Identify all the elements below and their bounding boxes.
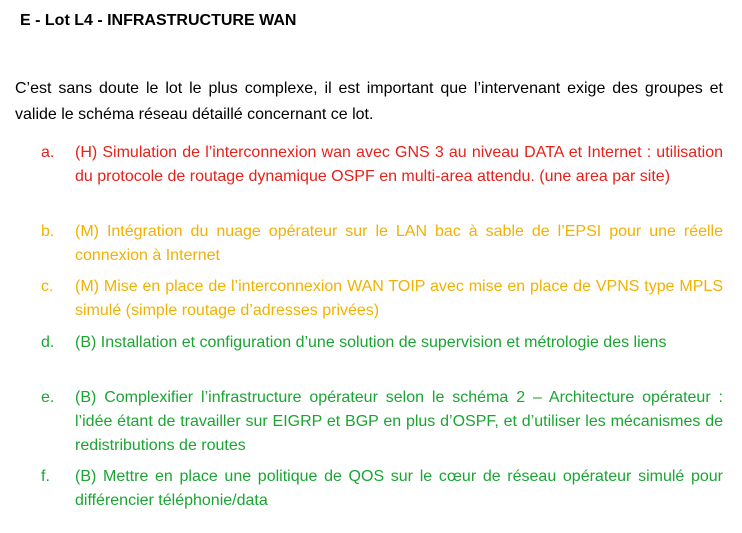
list-item-text: (H) Simulation de l’interconnexion wan avec GNS 3 au niveau DATA et Internet : utilisation du protocole de routage dynamique OSPF en multi-area attendu. (une area par site): [75, 144, 723, 185]
intro-paragraph: C’est sans doute le lot le plus complexe, il est important que l’intervenant exige des groupes et valide le schéma réseau détaillé concernant ce lot.: [15, 80, 723, 123]
list-item-text: (B) Installation et configuration d’une solution de supervision et métrologie des liens: [75, 334, 667, 351]
list-item-text: (M) Mise en place de l’interconnexion WAN TOIP avec mise en place de VPNS type MPLS simulé (simple routage d’adresses privées): [75, 278, 723, 319]
list-marker: d.: [41, 334, 55, 351]
list-item-text: (B) Mettre en place une politique de QOS sur le cœur de réseau opérateur simulé pour différencier téléphonie/data: [75, 468, 723, 509]
section-heading: E - Lot L4 - INFRASTRUCTURE WAN: [20, 12, 297, 29]
list-marker: b.: [41, 223, 55, 240]
list-marker: e.: [41, 389, 55, 406]
list-marker: f.: [41, 468, 50, 485]
list-item-text: (M) Intégration du nuage opérateur sur le LAN bac à sable de l’EPSI pour une réelle connexion à Internet: [75, 223, 723, 264]
list-marker: a.: [41, 144, 55, 161]
list-item-text: (B) Complexifier l’infrastructure opérateur selon le schéma 2 – Architecture opérateur : l’idée étant de travailler sur EIGRP et BGP en plus d’OSPF, et d’utiliser les mécanismes de redistributions de routes: [75, 389, 723, 454]
list-marker: c.: [41, 278, 54, 295]
